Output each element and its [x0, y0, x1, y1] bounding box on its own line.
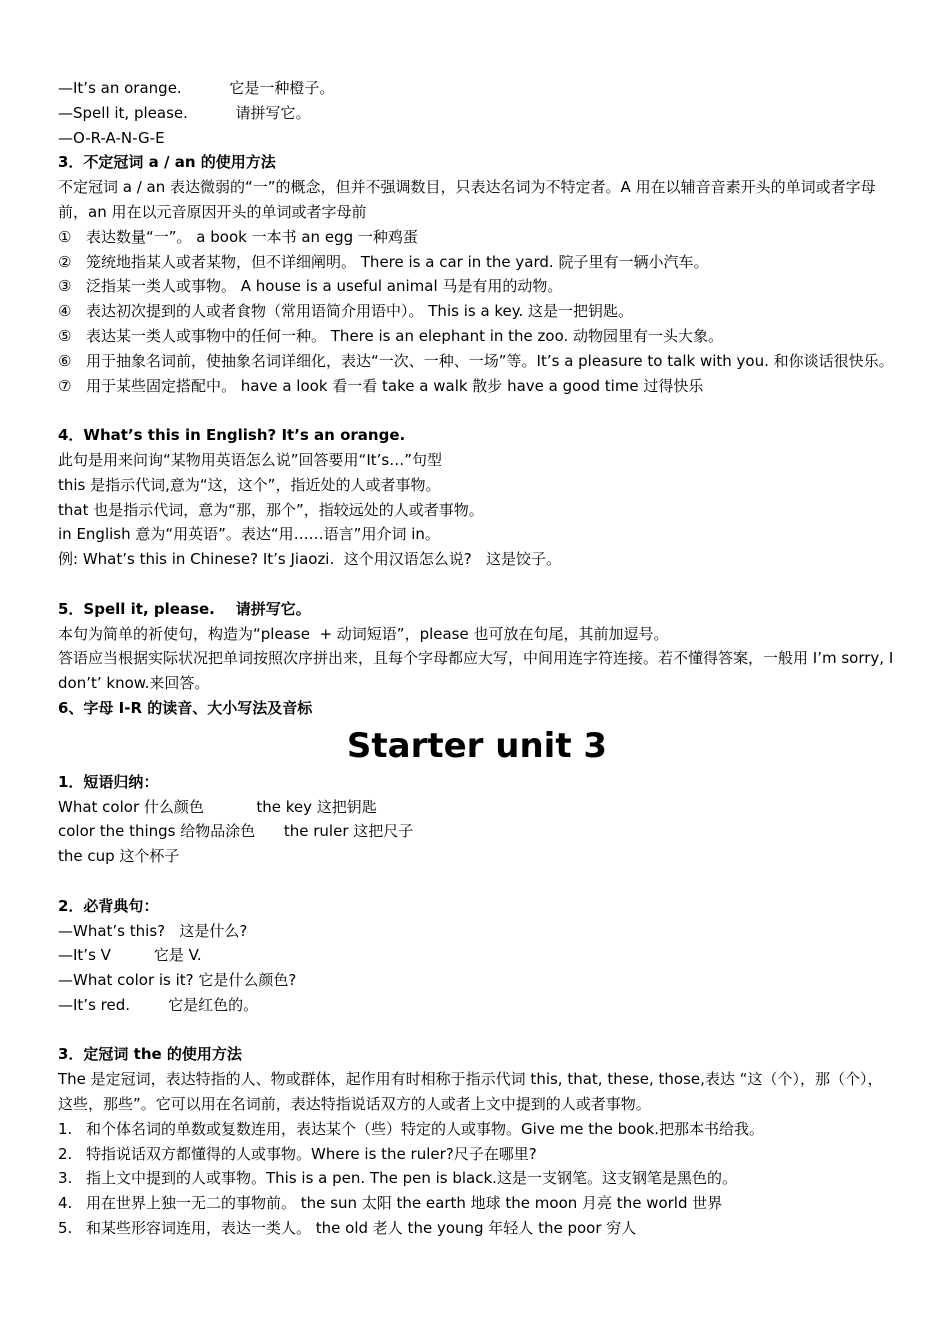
phrase-line: What color 什么颜色 the key 这把钥匙 — [58, 797, 377, 816]
dialogue-line: —It’s red. 它是红色的。 — [58, 995, 259, 1014]
paragraph-definite-article-intro: The 是定冠词，表达特指的人、物或群体，起作用有时相称于指示代词 this, that, these, those,表达 “这（个），那（个），这些，那些”。它可以用在名词前，表达特指说话双方的人或者上文中提到的人或者事物。 — [58, 1070, 883, 1114]
spacer — [58, 1018, 896, 1043]
list-item-text: 和某些形容词连用，表达一类人。 the old 老人 the young 年轻人 the poor 穷人 — [86, 1219, 637, 1238]
paragraph-line: this 是指示代词,意为“这，这个”，指近处的人或者事物。 — [58, 475, 441, 494]
list-item — [58, 374, 896, 399]
unit-title: Starter unit 3 — [346, 725, 608, 766]
list-item — [58, 250, 896, 275]
paragraph-indefinite-article-intro: 不定冠词 a / an 表达微弱的“一”的概念，但并不强调数目，只表达名词为不特定者。A 用在以辅音音素开头的单词或者字母前，an 用在以元音原因开头的单词或者字母前 — [58, 178, 876, 221]
spacer — [58, 572, 896, 597]
list-item — [58, 324, 896, 349]
list-item-text: 笼统地指某人或者某物，但不详细阐明。 There is a car in the yard. 院子里有一辆小汽车。 — [86, 252, 709, 271]
list-item-text: 泛指某一类人或事物。 A house is a useful animal 马是有用的动物。 — [86, 277, 563, 296]
list-item — [58, 1142, 896, 1167]
list-item-text: 用于某些固定搭配中。 have a look 看一看 take a walk 散步 have a good time 过得快乐 — [86, 376, 704, 395]
paragraph-line: 此句是用来问询“某物用英语怎么说”回答要用“It’s…”句型 — [58, 450, 442, 469]
list-item-text: 特指说话双方都懂得的人或事物。Where is the ruler?尺子在哪里? — [86, 1144, 537, 1163]
paragraph-spell-answer: 答语应当根据实际状况把单词按照次序拼出来，且每个字母都应大写，中间用连字符连接。若不懂得答案，一般用 I’m sorry, I don’t’ know.来回答。 — [58, 649, 894, 693]
list-marker: 5. — [58, 1219, 73, 1238]
list-item — [58, 1191, 896, 1216]
list-marker: ③ — [58, 277, 72, 296]
dialogue-line: —Spell it, please. 请拼写它。 — [58, 103, 311, 122]
list-item-text: 指上文中提到的人或事物。This is a pen. The pen is black.这是一支钢笔。这支钢笔是黑色的。 — [86, 1169, 737, 1188]
paragraph-line: 例: What’s this in Chinese? It’s Jiaozi. 这个用汉语怎么说? 这是饺子。 — [58, 550, 562, 569]
list-item — [58, 274, 896, 299]
list-item-text: 表达数量“一”。 a book 一本书 an egg 一种鸡蛋 — [86, 227, 418, 246]
list-marker: 1. — [58, 1119, 73, 1138]
list-item-text: 和个体名词的单数或复数连用，表达某个（些）特定的人或事物。Give me the book.把那本书给我。 — [86, 1119, 764, 1138]
list-item-text: 用于抽象名词前，使抽象名词详细化，表达“一次、一种、一场”等。It’s a pleasure to talk with you. 和你谈话很快乐。 — [86, 351, 894, 370]
list-item — [58, 349, 896, 374]
spacer — [58, 398, 896, 423]
list-item — [58, 299, 896, 324]
list-item — [58, 225, 896, 250]
section-heading-phrases: 1．短语归纳： — [58, 772, 159, 791]
list-marker: 4. — [58, 1194, 73, 1213]
paragraph-line: that 也是指示代词，意为“那，那个”，指较远处的人或者事物。 — [58, 500, 484, 519]
list-marker: ② — [58, 252, 72, 271]
list-marker: ⑦ — [58, 376, 72, 395]
paragraph-line: 本句为简单的祈使句，构造为“please + 动词短语”，please 也可放在句尾，其前加逗号。 — [58, 624, 669, 643]
dialogue-line: —It’s an orange. 它是一种橙子。 — [58, 79, 335, 97]
list-marker: ④ — [58, 302, 72, 321]
dialogue-line: —O-R-A-N-G-E — [58, 128, 165, 147]
phrase-line: the cup 这个杯子 — [58, 847, 180, 866]
spacer — [58, 869, 896, 894]
phrase-line: color the things 给物品涂色 the ruler 这把尺子 — [58, 822, 414, 841]
paragraph-line: in English 意为“用英语”。表达“用……语言”用介词 in。 — [58, 525, 440, 544]
dialogue-line: —What color is it? 它是什么颜色? — [58, 971, 297, 990]
list-marker: ⑥ — [58, 351, 72, 370]
list-marker: ⑤ — [58, 326, 72, 345]
dialogue-line: —What’s this? 这是什么? — [58, 921, 248, 940]
section-heading-spell-it: 5．Spell it, please. 请拼写它。 — [58, 599, 311, 618]
list-item-text: 表达某一类人或事物中的任何一种。 There is an elephant in the zoo. 动物园里有一头大象。 — [86, 326, 724, 345]
section-heading-whats-this: 4．What’s this in English? It’s an orange. — [58, 426, 406, 445]
list-item — [58, 1166, 896, 1191]
list-marker: ① — [58, 227, 72, 246]
document-content — [58, 76, 896, 1241]
list-marker: 2. — [58, 1144, 73, 1163]
section-heading-letters: 6、字母 I-R 的读音、大小写法及音标 — [58, 698, 313, 717]
section-heading-definite-article: 3．定冠词 the 的使用方法 — [58, 1045, 242, 1064]
dialogue-line: —It’s V 它是 V. — [58, 946, 202, 965]
section-heading-indefinite-article: 3．不定冠词 a / an 的使用方法 — [58, 153, 276, 172]
list-item — [58, 1216, 896, 1241]
list-marker: 3. — [58, 1169, 73, 1188]
list-item-text: 用在世界上独一无二的事物前。 the sun 太阳 the earth 地球 the moon 月亮 the world 世界 — [86, 1194, 723, 1213]
section-heading-key-sentences: 2．必背典句： — [58, 896, 159, 915]
list-item-text: 表达初次提到的人或者食物（常用语简介用语中）。 This is a key. 这是一把钥匙。 — [86, 302, 634, 321]
list-item — [58, 1117, 896, 1142]
